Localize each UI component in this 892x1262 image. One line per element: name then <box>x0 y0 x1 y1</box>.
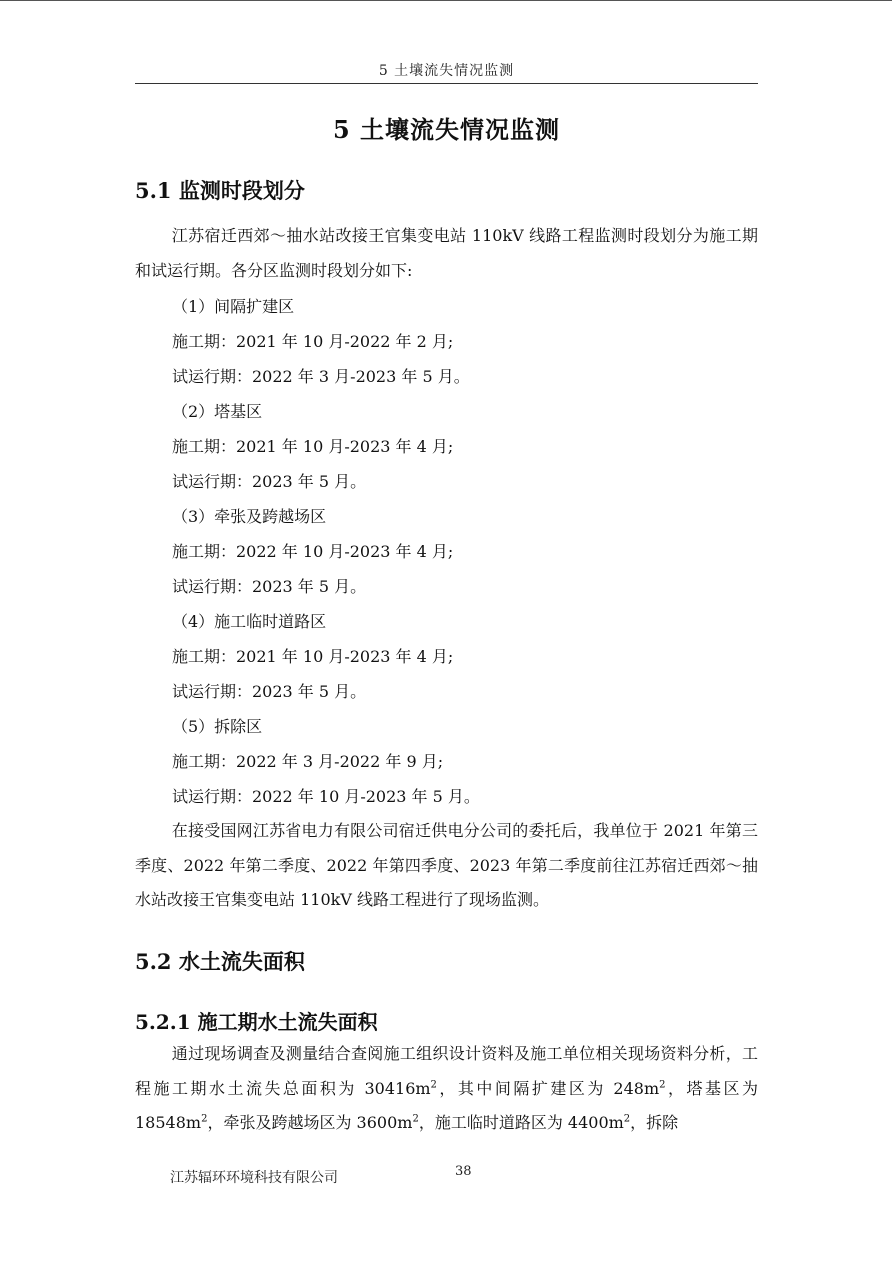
zone-5-trial: 试运行期：2022 年 10 月-2023 年 5 月。 <box>172 787 480 806</box>
zone-4-label: （4）施工临时道路区 <box>172 612 327 631</box>
zone-1-label: （1）间隔扩建区 <box>172 297 295 316</box>
section-5-1-heading: 5.1 监测时段划分 <box>135 178 305 203</box>
zone-3-trial: 试运行期：2023 年 5 月。 <box>172 577 367 596</box>
zone-3-construction: 施工期：2022 年 10 月-2023 年 4 月; <box>172 542 454 561</box>
text-part: ，拆除 <box>630 1113 679 1132</box>
text-part: ，其中间隔扩建区为 248m <box>436 1078 660 1098</box>
text-part: ，牵张及跨越场区为 3600m <box>207 1113 413 1132</box>
footer-company: 江苏辐环环境科技有限公司 <box>170 1170 338 1186</box>
zone-2-trial: 试运行期：2023 年 5 月。 <box>172 472 367 491</box>
zone-1-trial: 试运行期：2022 年 3 月-2023 年 5 月。 <box>172 367 470 386</box>
section-5-2-1-heading: 5.2.1 施工期水土流失面积 <box>135 1010 378 1034</box>
unit-exponent: 2 <box>201 1113 208 1125</box>
section-5-2-1-text <box>135 1037 758 1141</box>
unit-exponent: 2 <box>659 1079 666 1091</box>
unit-exponent: 2 <box>623 1113 631 1125</box>
zone-5-construction: 施工期：2022 年 3 月-2022 年 9 月; <box>172 752 444 771</box>
zone-1-construction: 施工期：2021 年 10 月-2022 年 2 月; <box>172 332 454 351</box>
unit-exponent: 2 <box>430 1079 437 1091</box>
page-number: 38 <box>455 1164 472 1179</box>
text-part: ，施工临时道路区为 4400m <box>418 1113 624 1132</box>
text-part: ，塔基区为 18548m <box>135 1078 758 1132</box>
zone-4-construction: 施工期：2021 年 10 月-2023 年 4 月; <box>172 647 454 666</box>
text-part: 通过现场调查及测量结合查阅施工组织设计资料及施工单位相关现场资料分析，工程施工期水土流失总面积为 30416m <box>135 1044 758 1098</box>
page-title: 5 土壤流失情况监测 <box>332 115 561 144</box>
zone-2-construction: 施工期：2021 年 10 月-2023 年 4 月; <box>172 437 454 456</box>
zone-2-label: （2）塔基区 <box>172 402 263 421</box>
section-5-1-closing: 在接受国网江苏省电力有限公司宿迁供电分公司的委托后，我单位于 2021 年第三季度、2022 年第二季度、2022 年第四季度、2023 年第二季度前往江苏宿迁西郊～抽水站改接王官集变电站 110kV 线路工程进行了现场监测。 <box>135 821 758 909</box>
zone-5-label: （5）拆除区 <box>172 717 263 736</box>
section-5-1-intro: 江苏宿迁西郊～抽水站改接王官集变电站 110kV 线路工程监测时段划分为施工期和试运行期。各分区监测时段划分如下: <box>135 226 758 280</box>
running-header: 5 土壤流失情况监测 <box>378 63 515 79</box>
section-5-2-heading: 5.2 水土流失面积 <box>135 949 305 974</box>
zone-4-trial: 试运行期：2023 年 5 月。 <box>172 682 367 701</box>
page-top-border <box>0 0 892 1</box>
unit-exponent: 2 <box>412 1113 419 1125</box>
zone-3-label: （3）牵张及跨越场区 <box>172 507 327 526</box>
header-rule <box>135 83 758 84</box>
